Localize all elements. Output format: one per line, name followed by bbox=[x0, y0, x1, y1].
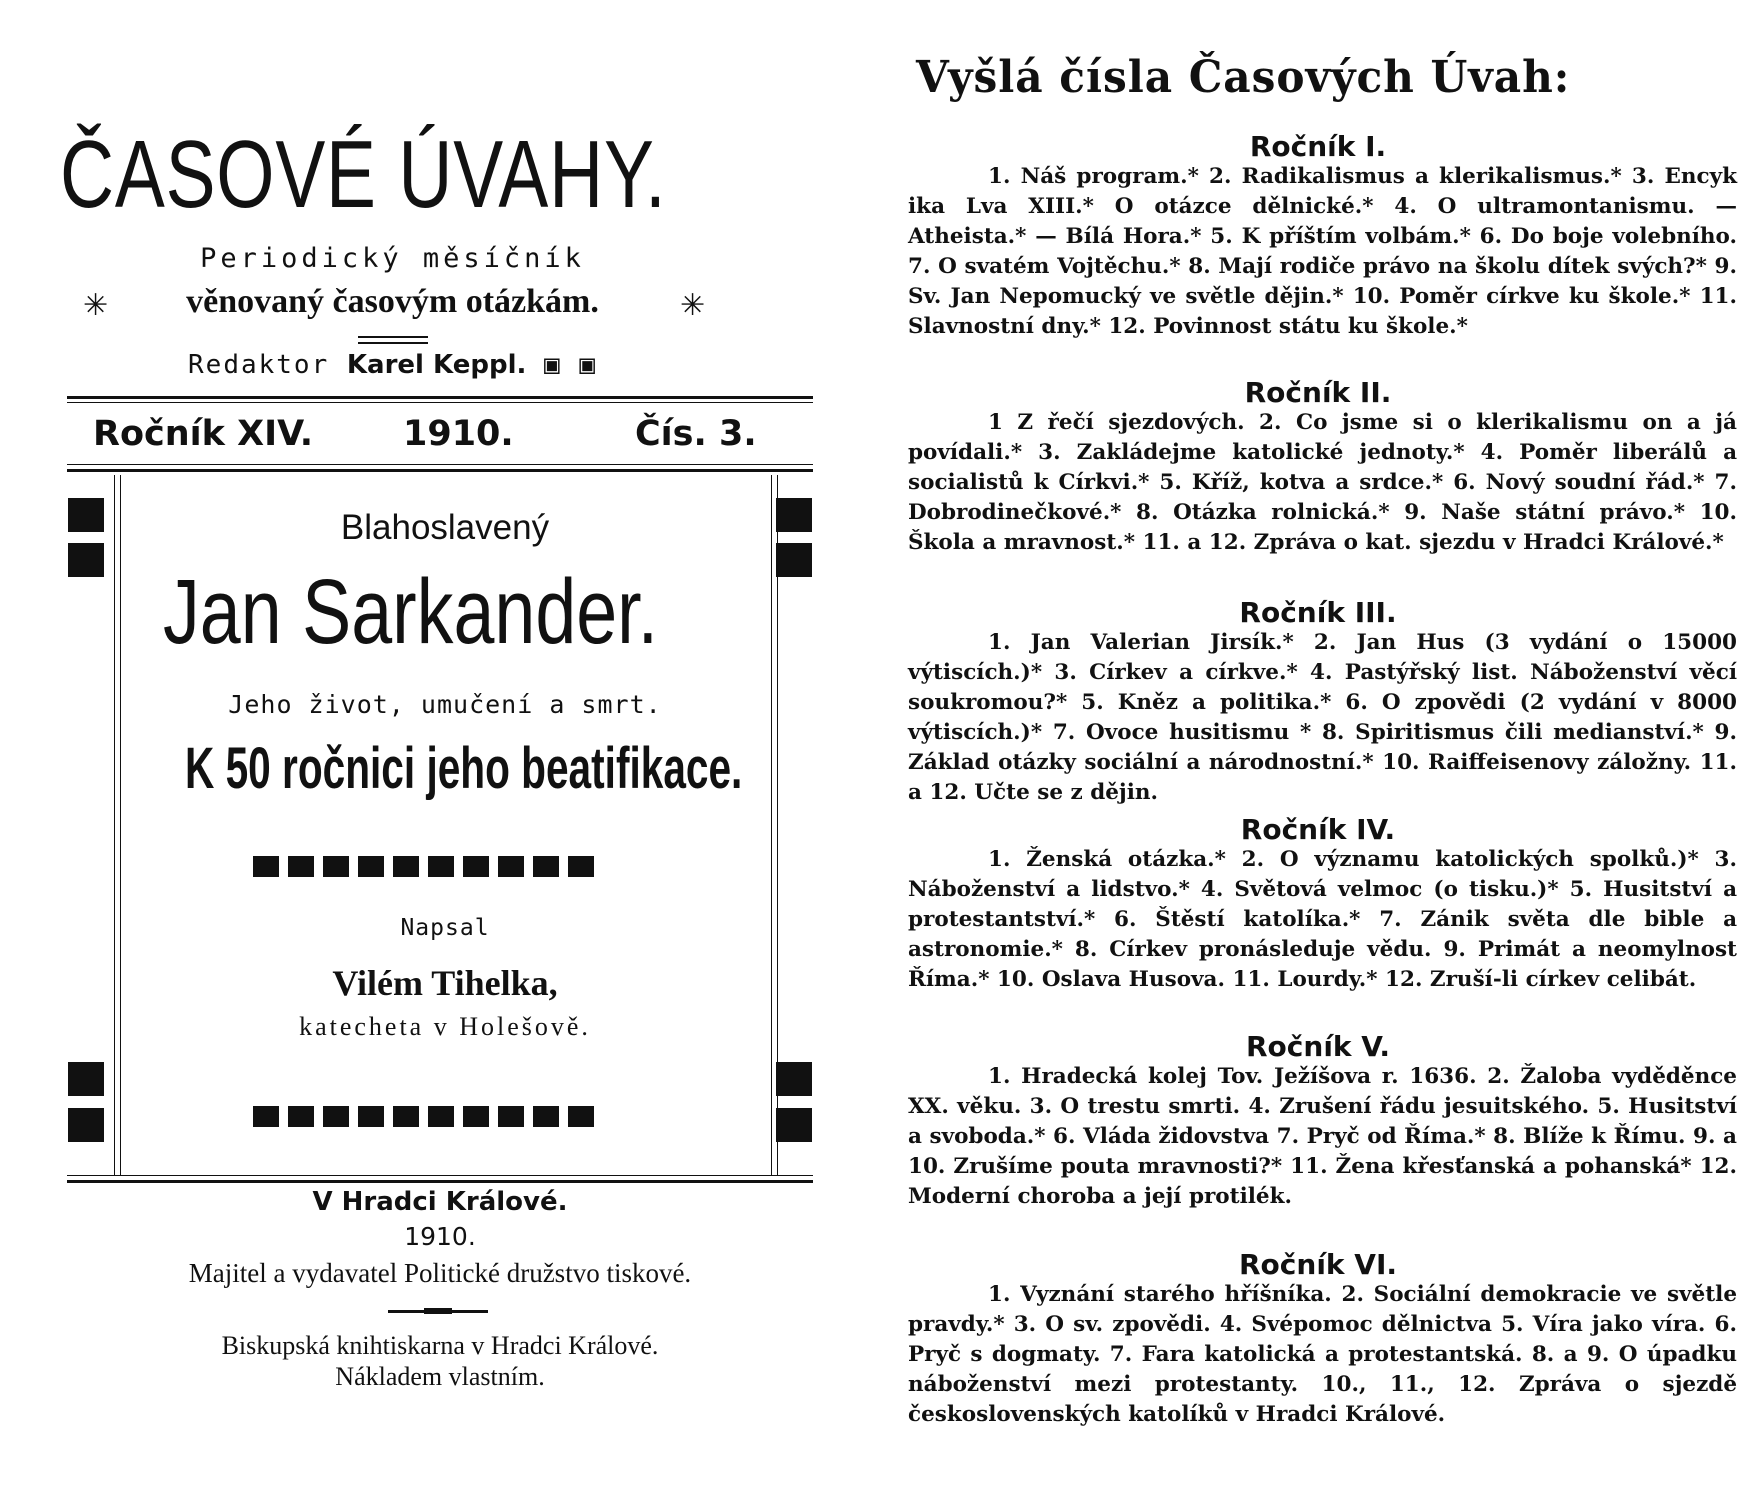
volume-issues: 1 Z řečí sjezdových. 2. Co jsme si o klerikalismu on a já povídali.* 3. Zakládejme katolické jednoty.* 4. Poměr liberálů a socialistů k Církvi.* 5. Kříž, kotva a srdce.* 6. Nový soudní řád.* 7. Dobrodinečkové.* 8. Otázka rolnická.* 9. Naše státní právo.* 10. Škola a mravnost.* 11. a 12. Zpráva o kat. sjezdu v Hradci Králové.* bbox=[908, 410, 1737, 555]
corner-ornament-icon bbox=[68, 1108, 104, 1142]
corner-ornament-icon bbox=[776, 1108, 812, 1142]
work-subtitle: Jeho život, umučení a smrt. bbox=[228, 690, 662, 719]
corner-ornament-icon bbox=[776, 498, 812, 532]
volume-heading: Ročník III. bbox=[1239, 596, 1397, 629]
work-prefix: Blahoslavený bbox=[340, 508, 550, 547]
issue-year: 1910. bbox=[403, 414, 514, 454]
publication-place: V Hradci Králové. bbox=[312, 1187, 568, 1217]
editor-label: Redaktor bbox=[188, 350, 330, 380]
editor-line bbox=[60, 350, 725, 380]
corner-ornament-icon bbox=[68, 543, 104, 577]
divider bbox=[67, 1180, 813, 1183]
publisher-line: Majitel a vydavatel Politické družstvo tiskové. bbox=[188, 1258, 692, 1288]
divider bbox=[67, 402, 813, 403]
issue-number: Čís. 3. bbox=[635, 414, 757, 454]
printer-note: Nákladem vlastním. bbox=[335, 1362, 545, 1391]
author-role: katecheta v Holešově. bbox=[299, 1012, 591, 1041]
divider bbox=[67, 469, 813, 472]
volume-issues: 1. Jan Valerian Jirsík.* 2. Jan Hus (3 vydání o 15000 výtiscích.)* 3. Církev a církve.* 4. Pastýřský list. Náboženství věcí soukromou?* 5. Kněz a politika.* 6. O zpovědi (2 vydání v 8000 výtiscích.)* 7. Ovoce husitismu * 8. Spiritismus čili medianství.* 9. Základ otázky sociální a národnostní.* 10. Raiffeisenovy záložny. 11. a 12. Učte se z dějin. bbox=[908, 630, 1737, 805]
journal-title: ČASOVÉ ÚVAHY. bbox=[60, 121, 667, 228]
volume-issues: 1. Vyznání starého hříšníka. 2. Sociální demokracie ve světle pravdy.* 3. O sv. zpovědi. 4. Svépomoc dělnictva 5. Víra jako víra. 6. Pryč s dogmaty. 7. Fara katolická a protestantská. 8. a 9. O úpadku náboženství mezi protestanty. 10., 11., 12. Zpráva o sjezdě československých katolíků v Hradci Králové. bbox=[908, 1282, 1737, 1427]
corner-ornament-icon bbox=[68, 1062, 104, 1096]
editor-name: Karel Keppl. bbox=[346, 350, 527, 380]
author-name: Vilém Tihelka, bbox=[332, 963, 558, 1003]
ornament-icon: ▣ ▣ bbox=[544, 350, 597, 380]
printer-line: Biskupská knihtiskarna v Hradci Králové. bbox=[221, 1331, 659, 1360]
corner-ornament-icon bbox=[776, 543, 812, 577]
journal-subtitle-1: Periodický měsíčník bbox=[200, 243, 585, 274]
block-ornament-row bbox=[253, 856, 594, 877]
divider bbox=[388, 1310, 488, 1313]
divider bbox=[358, 336, 428, 344]
journal-subtitle-2: věnovaný časovým otázkám. bbox=[186, 283, 599, 320]
list-heading: Vyšlá čísla Časových Úvah: bbox=[916, 52, 1571, 103]
publication-year: 1910. bbox=[404, 1222, 476, 1251]
printer-info bbox=[60, 1330, 820, 1392]
corner-ornament-icon bbox=[776, 1062, 812, 1096]
block-ornament-row bbox=[253, 1106, 594, 1127]
corner-ornament-icon bbox=[68, 498, 104, 532]
volume-heading: Ročník VI. bbox=[1238, 1248, 1398, 1281]
divider bbox=[67, 1175, 813, 1176]
volume-heading: Ročník I. bbox=[1249, 130, 1387, 163]
volume-issues: 1. Náš program.* 2. Radikalismus a klerikalismus.* 3. Encyk ika Lva XIII.* O otázce dělnické.* 4. O ultramontanismu. — Atheista.* — Bílá Hora.* 5. K příštím volbám.* 6. Do boje volebního. 7. O svatém Vojtěchu.* 8. Mají rodiče právo na školu dítek svých?* 9. Sv. Jan Nepomucký ve světle dějin.* 10. Poměr církve ku škole.* 11. Slavnostní dny.* 12. Povinnost státu ku škole.* bbox=[908, 164, 1737, 339]
asterisk-ornament-icon: ✳ bbox=[680, 288, 706, 323]
volume-issues: 1. Hradecká kolej Tov. Ježíšova r. 1636. 2. Žaloba vyděděnce XX. věku. 3. O trestu smrti. 4. Zrušení řádu jesuitského. 5. Husitství a svoboda.* 6. Vláda židovstva 7. Pryč od Říma.* 8. Blíže k Římu. 9. a 10. Zrušíme pouta mravnosti?* 11. Žena křesťanská a pohanská* 12. Moderní choroba a její protilék. bbox=[908, 1064, 1737, 1209]
volume-heading: Ročník II. bbox=[1244, 376, 1392, 409]
volume-number: Ročník XIV. bbox=[93, 414, 313, 454]
asterisk-ornament-icon: ✳ bbox=[83, 288, 109, 323]
volume-issues: 1. Ženská otázka.* 2. O významu katolických spolků.)* 3. Náboženství a lidstvo.* 4. Světová velmoc (o tisku.)* 5. Husitství a protestantství.* 6. Štěstí katolíka.* 7. Zánik světa dle bible a astronomie.* 8. Církev pronásleduje vědu. 9. Primát a neomylnost Říma.* 10. Oslava Husova. 11. Lourdy.* 12. Zruší-li církev celibát. bbox=[908, 847, 1737, 992]
issue-list-page bbox=[900, 0, 1758, 1500]
work-title: Jan Sarkander. bbox=[163, 561, 659, 663]
divider bbox=[67, 464, 813, 465]
divider bbox=[67, 396, 813, 399]
volume-heading: Ročník V. bbox=[1246, 1030, 1390, 1063]
work-anniversary: K 50 ročnici jeho beatifikace. bbox=[185, 736, 743, 801]
author-label: Napsal bbox=[400, 915, 490, 941]
volume-heading: Ročník IV. bbox=[1240, 813, 1396, 846]
